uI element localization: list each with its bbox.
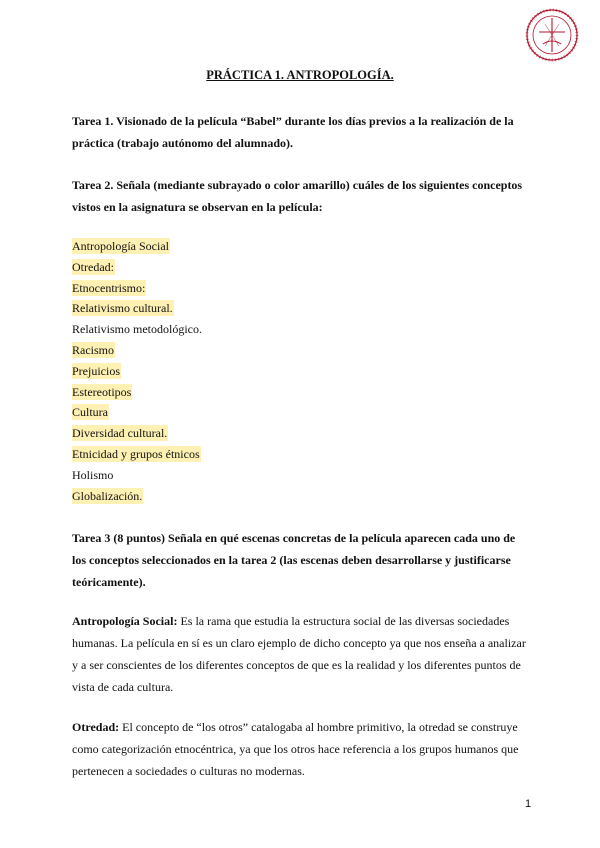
answer-text: Es la rama que estudia la estructura social de las diversas sociedades humanas. La película en sí es un claro ejemplo de dicho concepto ya que nos enseña a analizar y a ser conscientes de los diferentes conceptos de que es la realidad y los diferentes puntos de vista de cada cultura.: [72, 614, 526, 694]
answer-term: Otredad:: [72, 720, 120, 734]
tarea-3: Tarea 3 (8 puntos) Señala en qué escenas concretas de la película aparecen cada uno de los conceptos seleccionados en la tarea 2 (las escenas deben desarrollarse y justificarse teóricamente).: [72, 531, 516, 589]
answer-otredad: [72, 716, 532, 782]
list-item: [72, 423, 372, 444]
concept-label: Globalización.: [72, 488, 143, 503]
answer-antropologia: [72, 610, 532, 698]
concept-label: Relativismo metodológico.: [72, 322, 202, 337]
concept-label: Antropología Social: [72, 239, 169, 253]
concept-label: Cultura: [72, 405, 108, 420]
list-item: [72, 257, 372, 278]
page-number: 1: [525, 798, 532, 810]
list-item: [72, 486, 372, 507]
concept-list: [72, 236, 372, 506]
tarea-1: Tarea 1. Visionado de la película “Babel” durante los días previos a la realización de la práctica (trabajo autónomo del alumnado).: [72, 114, 514, 150]
answer-text: El concepto de “los otros” catalogaba al hombre primitivo, la otredad se construye como categorización etnocéntrica, ya que los otros hace referencia a los grupos humanos que pertenecen a sociedades o culturas no modernas.: [72, 720, 519, 778]
concept-label: Etnocentrismo:: [72, 280, 146, 295]
concept-label: Racismo: [72, 342, 114, 357]
list-item: [72, 236, 372, 257]
tarea-2: Tarea 2. Señala (mediante subrayado o color amarillo) cuáles de los siguientes conceptos vistos en la asignatura se observan en la película:: [72, 178, 523, 214]
page-title: PRÁCTICA 1. ANTROPOLOGÍA.: [206, 68, 394, 82]
list-item: [72, 444, 372, 465]
university-seal-icon: [525, 8, 579, 62]
list-item: [72, 278, 372, 299]
concept-label: Etnicidad y grupos étnicos: [72, 446, 200, 461]
concept-label: Otredad:: [72, 259, 114, 274]
concept-label: Relativismo cultural.: [72, 301, 173, 316]
concept-label: Prejuicios: [72, 363, 120, 378]
concept-label: Diversidad cultural.: [72, 426, 168, 441]
list-item: [72, 402, 372, 423]
concept-label: Holismo: [72, 467, 114, 482]
answer-term: Antropología Social:: [72, 614, 178, 628]
list-item: [72, 465, 372, 486]
list-item: [72, 319, 372, 340]
list-item: [72, 361, 372, 382]
list-item: [72, 298, 372, 319]
list-item: [72, 382, 372, 403]
list-item: [72, 340, 372, 361]
concept-label: Estereotipos: [72, 384, 132, 399]
